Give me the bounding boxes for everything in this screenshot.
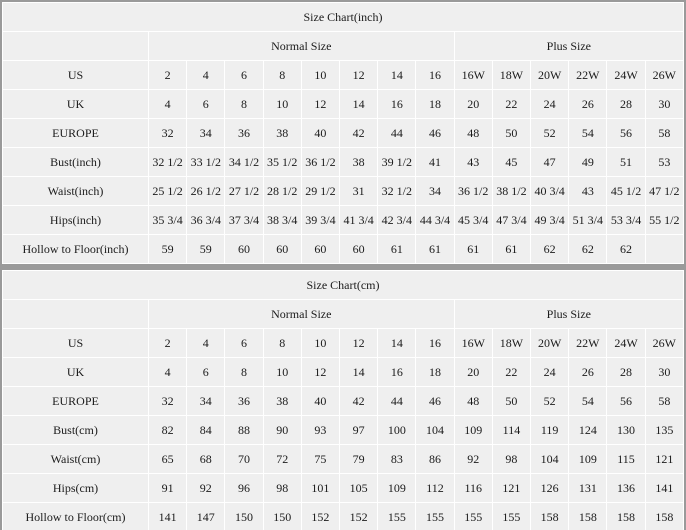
cell: 6 bbox=[187, 358, 225, 387]
cell: 22W bbox=[569, 329, 607, 358]
cell: 16W bbox=[454, 329, 492, 358]
cell: 35 3/4 bbox=[149, 206, 187, 235]
cell: 97 bbox=[340, 416, 378, 445]
cell: 42 3/4 bbox=[378, 206, 416, 235]
cell: 60 bbox=[263, 235, 301, 264]
size-chart-inch bbox=[2, 2, 684, 264]
row-label: EUROPE bbox=[3, 119, 149, 148]
cell: 38 3/4 bbox=[263, 206, 301, 235]
cell: 150 bbox=[225, 503, 263, 530]
cell: 16 bbox=[378, 90, 416, 119]
cell: 8 bbox=[225, 358, 263, 387]
cell: 24W bbox=[607, 61, 645, 90]
cell: 62 bbox=[569, 235, 607, 264]
cell: 24 bbox=[531, 90, 569, 119]
cell: 41 bbox=[416, 148, 454, 177]
cell: 116 bbox=[454, 474, 492, 503]
cell: 28 bbox=[607, 358, 645, 387]
cell: 158 bbox=[569, 503, 607, 530]
cell: 36 bbox=[225, 387, 263, 416]
cell: 8 bbox=[225, 90, 263, 119]
cell: 155 bbox=[416, 503, 454, 530]
cell: 61 bbox=[378, 235, 416, 264]
cell: 32 bbox=[149, 119, 187, 148]
cell: 65 bbox=[149, 445, 187, 474]
cell: 100 bbox=[378, 416, 416, 445]
cell: 40 bbox=[301, 387, 339, 416]
cell: 155 bbox=[492, 503, 530, 530]
cell: 18W bbox=[492, 61, 530, 90]
cell: 37 3/4 bbox=[225, 206, 263, 235]
table-row bbox=[3, 148, 684, 177]
cell: 25 1/2 bbox=[149, 177, 187, 206]
cell: 24W bbox=[607, 329, 645, 358]
cell: 45 1/2 bbox=[607, 177, 645, 206]
table-row bbox=[3, 90, 684, 119]
cell: 56 bbox=[607, 119, 645, 148]
cell: 26 1/2 bbox=[187, 177, 225, 206]
cell: 38 bbox=[263, 119, 301, 148]
cell: 27 1/2 bbox=[225, 177, 263, 206]
cell: 61 bbox=[416, 235, 454, 264]
cell: 124 bbox=[569, 416, 607, 445]
cell: 12 bbox=[301, 358, 339, 387]
cell: 53 bbox=[645, 148, 683, 177]
cell: 46 bbox=[416, 119, 454, 148]
cell: 51 bbox=[607, 148, 645, 177]
cell: 42 bbox=[340, 387, 378, 416]
cell: 4 bbox=[187, 61, 225, 90]
cell: 48 bbox=[454, 119, 492, 148]
cell: 91 bbox=[149, 474, 187, 503]
cell: 18W bbox=[492, 329, 530, 358]
cell: 30 bbox=[645, 90, 683, 119]
cell: 50 bbox=[492, 387, 530, 416]
cell: 42 bbox=[340, 119, 378, 148]
cell: 43 bbox=[454, 148, 492, 177]
cell: 20W bbox=[531, 329, 569, 358]
cell: 10 bbox=[301, 61, 339, 90]
cell: 121 bbox=[645, 445, 683, 474]
corner-cell bbox=[3, 32, 149, 61]
cell: 52 bbox=[531, 119, 569, 148]
table-row bbox=[3, 206, 684, 235]
cell: 32 1/2 bbox=[149, 148, 187, 177]
cell: 4 bbox=[149, 358, 187, 387]
cell: 83 bbox=[378, 445, 416, 474]
cell: 36 bbox=[225, 119, 263, 148]
cell: 4 bbox=[149, 90, 187, 119]
cell: 33 1/2 bbox=[187, 148, 225, 177]
cell: 28 bbox=[607, 90, 645, 119]
row-label: Hips(cm) bbox=[3, 474, 149, 503]
cell: 47 1/2 bbox=[645, 177, 683, 206]
cell: 20 bbox=[454, 90, 492, 119]
cell: 62 bbox=[531, 235, 569, 264]
cell: 59 bbox=[187, 235, 225, 264]
cell: 109 bbox=[569, 445, 607, 474]
row-label: US bbox=[3, 61, 149, 90]
cell: 61 bbox=[454, 235, 492, 264]
cell: 86 bbox=[416, 445, 454, 474]
cell: 10 bbox=[301, 329, 339, 358]
cell: 60 bbox=[301, 235, 339, 264]
cell: 70 bbox=[225, 445, 263, 474]
cell: 119 bbox=[531, 416, 569, 445]
cell: 18 bbox=[416, 90, 454, 119]
group-header-normal: Normal Size bbox=[149, 300, 455, 329]
cell: 53 3/4 bbox=[607, 206, 645, 235]
cell: 131 bbox=[569, 474, 607, 503]
cell: 31 bbox=[340, 177, 378, 206]
cell: 16W bbox=[454, 61, 492, 90]
cell: 54 bbox=[569, 387, 607, 416]
table-title-row bbox=[3, 3, 684, 32]
row-label: UK bbox=[3, 90, 149, 119]
cell: 101 bbox=[301, 474, 339, 503]
row-label: Bust(cm) bbox=[3, 416, 149, 445]
cell: 41 3/4 bbox=[340, 206, 378, 235]
cell: 6 bbox=[187, 90, 225, 119]
chart-title: Size Chart(cm) bbox=[3, 271, 684, 300]
cell: 121 bbox=[492, 474, 530, 503]
cell: 98 bbox=[492, 445, 530, 474]
cell: 158 bbox=[645, 503, 683, 530]
cell: 35 1/2 bbox=[263, 148, 301, 177]
cell: 79 bbox=[340, 445, 378, 474]
cell: 92 bbox=[187, 474, 225, 503]
row-label: Hollow to Floor(inch) bbox=[3, 235, 149, 264]
row-label: Waist(cm) bbox=[3, 445, 149, 474]
cell: 40 bbox=[301, 119, 339, 148]
cell: 51 3/4 bbox=[569, 206, 607, 235]
cell: 10 bbox=[263, 90, 301, 119]
cell: 56 bbox=[607, 387, 645, 416]
row-label: Bust(inch) bbox=[3, 148, 149, 177]
cell: 39 3/4 bbox=[301, 206, 339, 235]
cell: 22 bbox=[492, 358, 530, 387]
cell: 16 bbox=[378, 358, 416, 387]
cell: 126 bbox=[531, 474, 569, 503]
cell: 45 bbox=[492, 148, 530, 177]
cell: 49 bbox=[569, 148, 607, 177]
cell: 49 3/4 bbox=[531, 206, 569, 235]
cell: 10 bbox=[263, 358, 301, 387]
row-label: UK bbox=[3, 358, 149, 387]
cell: 147 bbox=[187, 503, 225, 530]
group-header-plus: Plus Size bbox=[454, 300, 683, 329]
cell: 104 bbox=[531, 445, 569, 474]
table-row bbox=[3, 61, 684, 90]
cell: 44 bbox=[378, 387, 416, 416]
cell: 40 3/4 bbox=[531, 177, 569, 206]
cell: 55 1/2 bbox=[645, 206, 683, 235]
cell: 92 bbox=[454, 445, 492, 474]
row-label: Hollow to Floor(cm) bbox=[3, 503, 149, 530]
chart-title: Size Chart(inch) bbox=[3, 3, 684, 32]
cell: 12 bbox=[301, 90, 339, 119]
cell: 16 bbox=[416, 61, 454, 90]
cell: 24 bbox=[531, 358, 569, 387]
cell: 109 bbox=[454, 416, 492, 445]
row-label: US bbox=[3, 329, 149, 358]
cell: 48 bbox=[454, 387, 492, 416]
cell: 36 1/2 bbox=[454, 177, 492, 206]
cell: 84 bbox=[187, 416, 225, 445]
cell: 20W bbox=[531, 61, 569, 90]
table-row bbox=[3, 329, 684, 358]
cell: 58 bbox=[645, 387, 683, 416]
table-title-row bbox=[3, 271, 684, 300]
size-table-cm bbox=[2, 270, 684, 530]
cell: 18 bbox=[416, 358, 454, 387]
cell: 32 bbox=[149, 387, 187, 416]
cell: 109 bbox=[378, 474, 416, 503]
cell: 136 bbox=[607, 474, 645, 503]
table-row bbox=[3, 119, 684, 148]
cell: 22 bbox=[492, 90, 530, 119]
cell: 150 bbox=[263, 503, 301, 530]
cell: 29 1/2 bbox=[301, 177, 339, 206]
cell: 158 bbox=[607, 503, 645, 530]
table-row bbox=[3, 416, 684, 445]
cell bbox=[645, 235, 683, 264]
row-label: EUROPE bbox=[3, 387, 149, 416]
cell: 52 bbox=[531, 387, 569, 416]
cell: 34 bbox=[416, 177, 454, 206]
cell: 6 bbox=[225, 329, 263, 358]
table-row bbox=[3, 358, 684, 387]
cell: 36 3/4 bbox=[187, 206, 225, 235]
cell: 105 bbox=[340, 474, 378, 503]
cell: 61 bbox=[492, 235, 530, 264]
cell: 98 bbox=[263, 474, 301, 503]
table-group-row bbox=[3, 32, 684, 61]
size-table-inch bbox=[2, 2, 684, 264]
cell: 47 bbox=[531, 148, 569, 177]
cell: 28 1/2 bbox=[263, 177, 301, 206]
cell: 14 bbox=[340, 358, 378, 387]
cell: 38 1/2 bbox=[492, 177, 530, 206]
cell: 30 bbox=[645, 358, 683, 387]
cell: 68 bbox=[187, 445, 225, 474]
cell: 12 bbox=[340, 61, 378, 90]
cell: 58 bbox=[645, 119, 683, 148]
cell: 54 bbox=[569, 119, 607, 148]
table-row bbox=[3, 235, 684, 264]
cell: 47 3/4 bbox=[492, 206, 530, 235]
cell: 90 bbox=[263, 416, 301, 445]
cell: 26 bbox=[569, 90, 607, 119]
cell: 14 bbox=[340, 90, 378, 119]
cell: 34 bbox=[187, 119, 225, 148]
cell: 155 bbox=[378, 503, 416, 530]
corner-cell bbox=[3, 300, 149, 329]
cell: 115 bbox=[607, 445, 645, 474]
cell: 135 bbox=[645, 416, 683, 445]
cell: 60 bbox=[340, 235, 378, 264]
cell: 34 bbox=[187, 387, 225, 416]
cell: 26 bbox=[569, 358, 607, 387]
table-group-row bbox=[3, 300, 684, 329]
cell: 112 bbox=[416, 474, 454, 503]
group-header-normal: Normal Size bbox=[149, 32, 455, 61]
table-row bbox=[3, 387, 684, 416]
cell: 46 bbox=[416, 387, 454, 416]
cell: 44 3/4 bbox=[416, 206, 454, 235]
cell: 44 bbox=[378, 119, 416, 148]
cell: 6 bbox=[225, 61, 263, 90]
cell: 8 bbox=[263, 61, 301, 90]
table-row bbox=[3, 177, 684, 206]
cell: 104 bbox=[416, 416, 454, 445]
cell: 152 bbox=[301, 503, 339, 530]
cell: 39 1/2 bbox=[378, 148, 416, 177]
cell: 16 bbox=[416, 329, 454, 358]
cell: 26W bbox=[645, 61, 683, 90]
cell: 152 bbox=[340, 503, 378, 530]
cell: 62 bbox=[607, 235, 645, 264]
cell: 32 1/2 bbox=[378, 177, 416, 206]
cell: 12 bbox=[340, 329, 378, 358]
cell: 96 bbox=[225, 474, 263, 503]
cell: 14 bbox=[378, 61, 416, 90]
cell: 20 bbox=[454, 358, 492, 387]
cell: 114 bbox=[492, 416, 530, 445]
cell: 82 bbox=[149, 416, 187, 445]
cell: 60 bbox=[225, 235, 263, 264]
cell: 43 bbox=[569, 177, 607, 206]
cell: 38 bbox=[340, 148, 378, 177]
size-chart-cm bbox=[2, 270, 684, 530]
cell: 50 bbox=[492, 119, 530, 148]
cell: 2 bbox=[149, 329, 187, 358]
cell: 72 bbox=[263, 445, 301, 474]
cell: 8 bbox=[263, 329, 301, 358]
cell: 88 bbox=[225, 416, 263, 445]
table-row bbox=[3, 503, 684, 530]
cell: 14 bbox=[378, 329, 416, 358]
cell: 130 bbox=[607, 416, 645, 445]
cell: 141 bbox=[149, 503, 187, 530]
row-label: Hips(inch) bbox=[3, 206, 149, 235]
cell: 22W bbox=[569, 61, 607, 90]
cell: 141 bbox=[645, 474, 683, 503]
cell: 34 1/2 bbox=[225, 148, 263, 177]
cell: 2 bbox=[149, 61, 187, 90]
cell: 158 bbox=[531, 503, 569, 530]
row-label: Waist(inch) bbox=[3, 177, 149, 206]
cell: 93 bbox=[301, 416, 339, 445]
table-row bbox=[3, 445, 684, 474]
table-row bbox=[3, 474, 684, 503]
cell: 59 bbox=[149, 235, 187, 264]
cell: 155 bbox=[454, 503, 492, 530]
cell: 36 1/2 bbox=[301, 148, 339, 177]
group-header-plus: Plus Size bbox=[454, 32, 683, 61]
cell: 38 bbox=[263, 387, 301, 416]
cell: 75 bbox=[301, 445, 339, 474]
cell: 45 3/4 bbox=[454, 206, 492, 235]
cell: 26W bbox=[645, 329, 683, 358]
cell: 4 bbox=[187, 329, 225, 358]
